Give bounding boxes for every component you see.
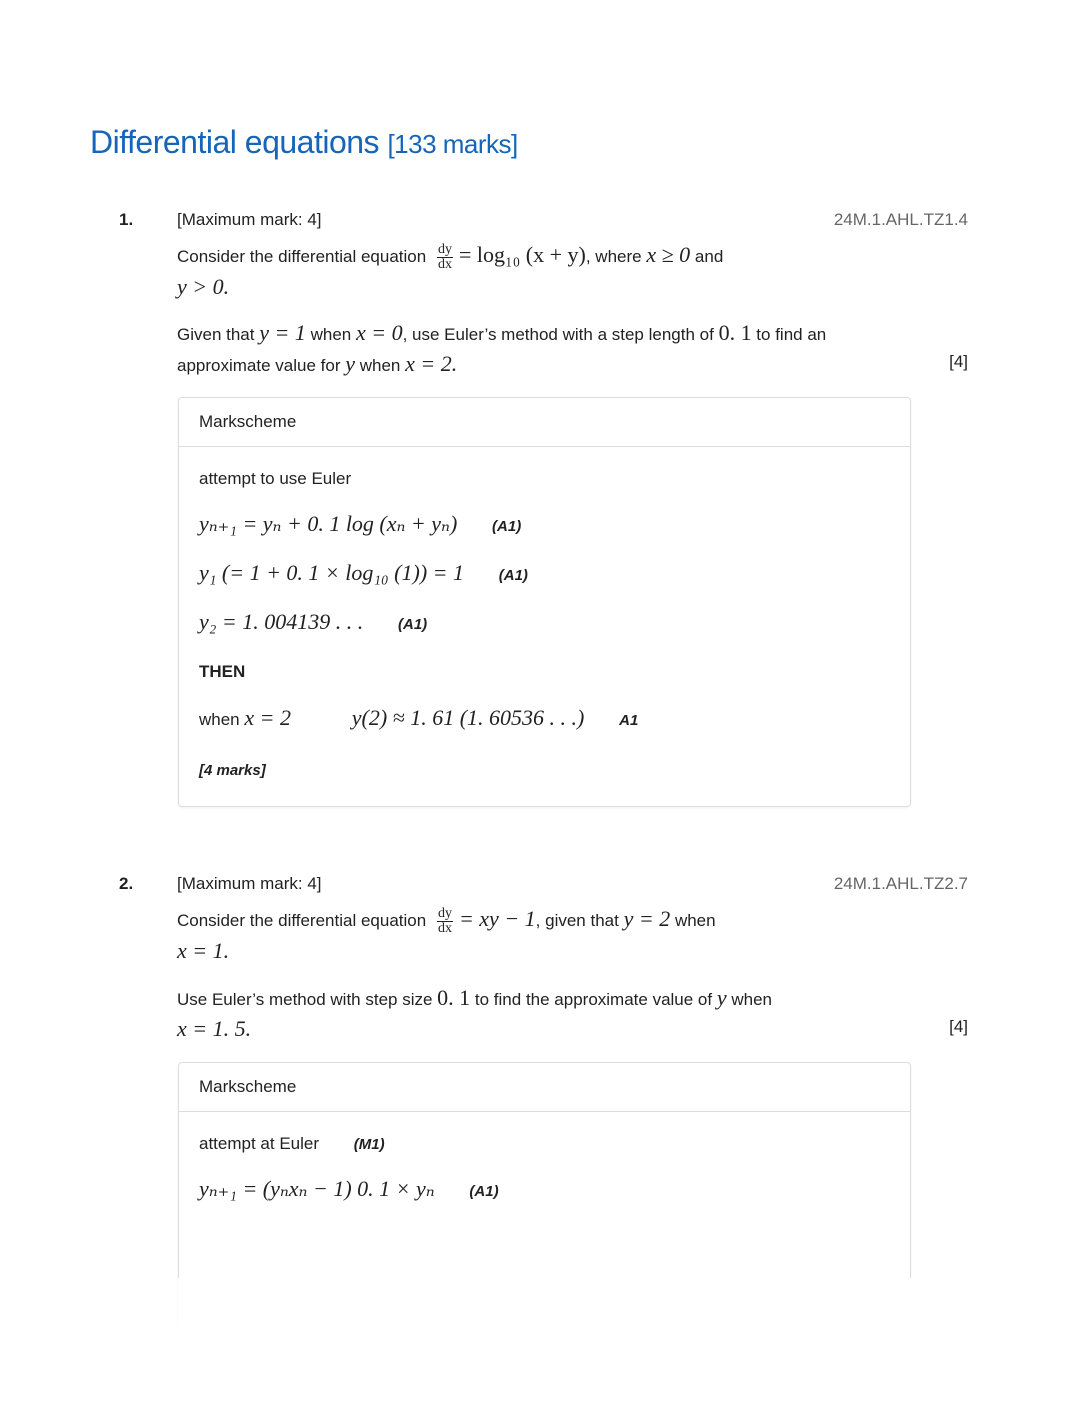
frac-num: dy [437,906,452,922]
math-condition: x = 1. [177,938,230,964]
text: Consider the differential equation [177,911,427,930]
question-reference: 24M.1.AHL.TZ2.7 [833,874,968,893]
math: x = 2. [405,351,458,376]
markscheme-line [199,1134,385,1154]
text: Given that [177,325,255,344]
question-number: 1. [119,210,134,229]
text: when [199,710,240,729]
question-text-1 [177,904,837,967]
question-number: 2. [119,874,134,893]
question-text-1 [177,240,837,303]
markscheme-line [199,511,521,537]
math: y(2) ≈ 1. 61 (1. 60536 . . .) [351,705,585,730]
page-bottom-cutoff [178,1278,918,1408]
markscheme-line [199,560,528,586]
mark-code: (A1) [498,567,528,584]
math: x = 2 [244,705,291,730]
question-text-2 [177,983,837,1045]
fraction-dy-dx [437,907,453,936]
math: x = 0 [355,320,403,345]
mark-code: (M1) [353,1136,385,1153]
markscheme-line [199,705,638,731]
markscheme-header: Markscheme [179,398,910,447]
frac-den: dx [437,921,452,937]
question-text-2 [177,318,837,380]
math: 0. 1 [437,985,471,1010]
question-marks: [4] [949,1017,968,1036]
markscheme-total [199,760,266,780]
mark-code: (A1) [469,1183,499,1200]
page-title [90,124,518,161]
math: 0. 1 [718,320,752,345]
math: yₙ₊₁ = (yₙxₙ − 1) 0. 1 × yₙ [199,1176,435,1201]
math: y₂ = 1. 004139 . . . [199,609,364,634]
equation: = xy − 1 [458,906,536,931]
page-title-marks: [133 marks] [387,129,518,159]
text: , given that [535,911,619,930]
text: Use Euler’s method with step size [177,990,433,1009]
question-reference: 24M.1.AHL.TZ1.4 [833,210,968,229]
mark-code: (A1) [398,616,428,633]
mark-code: A1 [619,712,639,729]
markscheme-line: attempt to use Euler [199,469,352,488]
text: , use Euler’s method with a step length of [402,325,714,344]
question-max-mark: [Maximum mark: 4] [177,210,322,229]
question-marks: [4] [949,352,968,371]
math: x = 1. 5. [177,1016,252,1041]
math: y₁ (= 1 + 0. 1 × log₁₀ (1)) = 1 [199,560,465,585]
math-condition: x ≥ 0 [646,242,691,267]
markscheme-line [199,609,427,635]
text: and [694,247,724,266]
markscheme-line: THEN [199,662,246,681]
question-max-mark: [Maximum mark: 4] [177,874,322,893]
text: when [359,356,401,375]
mark-code: [4 marks] [199,762,266,779]
math: y [716,985,727,1010]
text: attempt at Euler [199,1134,320,1153]
math-condition: y > 0. [177,274,230,300]
text: Consider the differential equation [177,247,427,266]
markscheme-header: Markscheme [179,1063,910,1112]
math-condition: y = 2 [623,906,671,931]
math: yₙ₊₁ = yₙ + 0. 1 log (xₙ + yₙ) [199,511,458,536]
frac-num: dy [437,242,452,258]
math: y = 1 [259,320,306,345]
markscheme-line [199,1176,499,1202]
text: , where [585,247,642,266]
markscheme-box-1 [178,397,911,807]
frac-den: dx [437,257,452,273]
text: when [731,990,772,1009]
equation: = log₁₀ (x + y) [458,242,586,267]
text: when [310,325,352,344]
fraction-dy-dx [437,243,453,272]
text: when [674,911,716,930]
mark-code: (A1) [492,518,522,535]
text: to find an approximate value for [177,325,827,375]
page-title-text: Differential equations [90,124,380,160]
text: to find the approximate value of [474,990,713,1009]
math: y [345,351,355,376]
